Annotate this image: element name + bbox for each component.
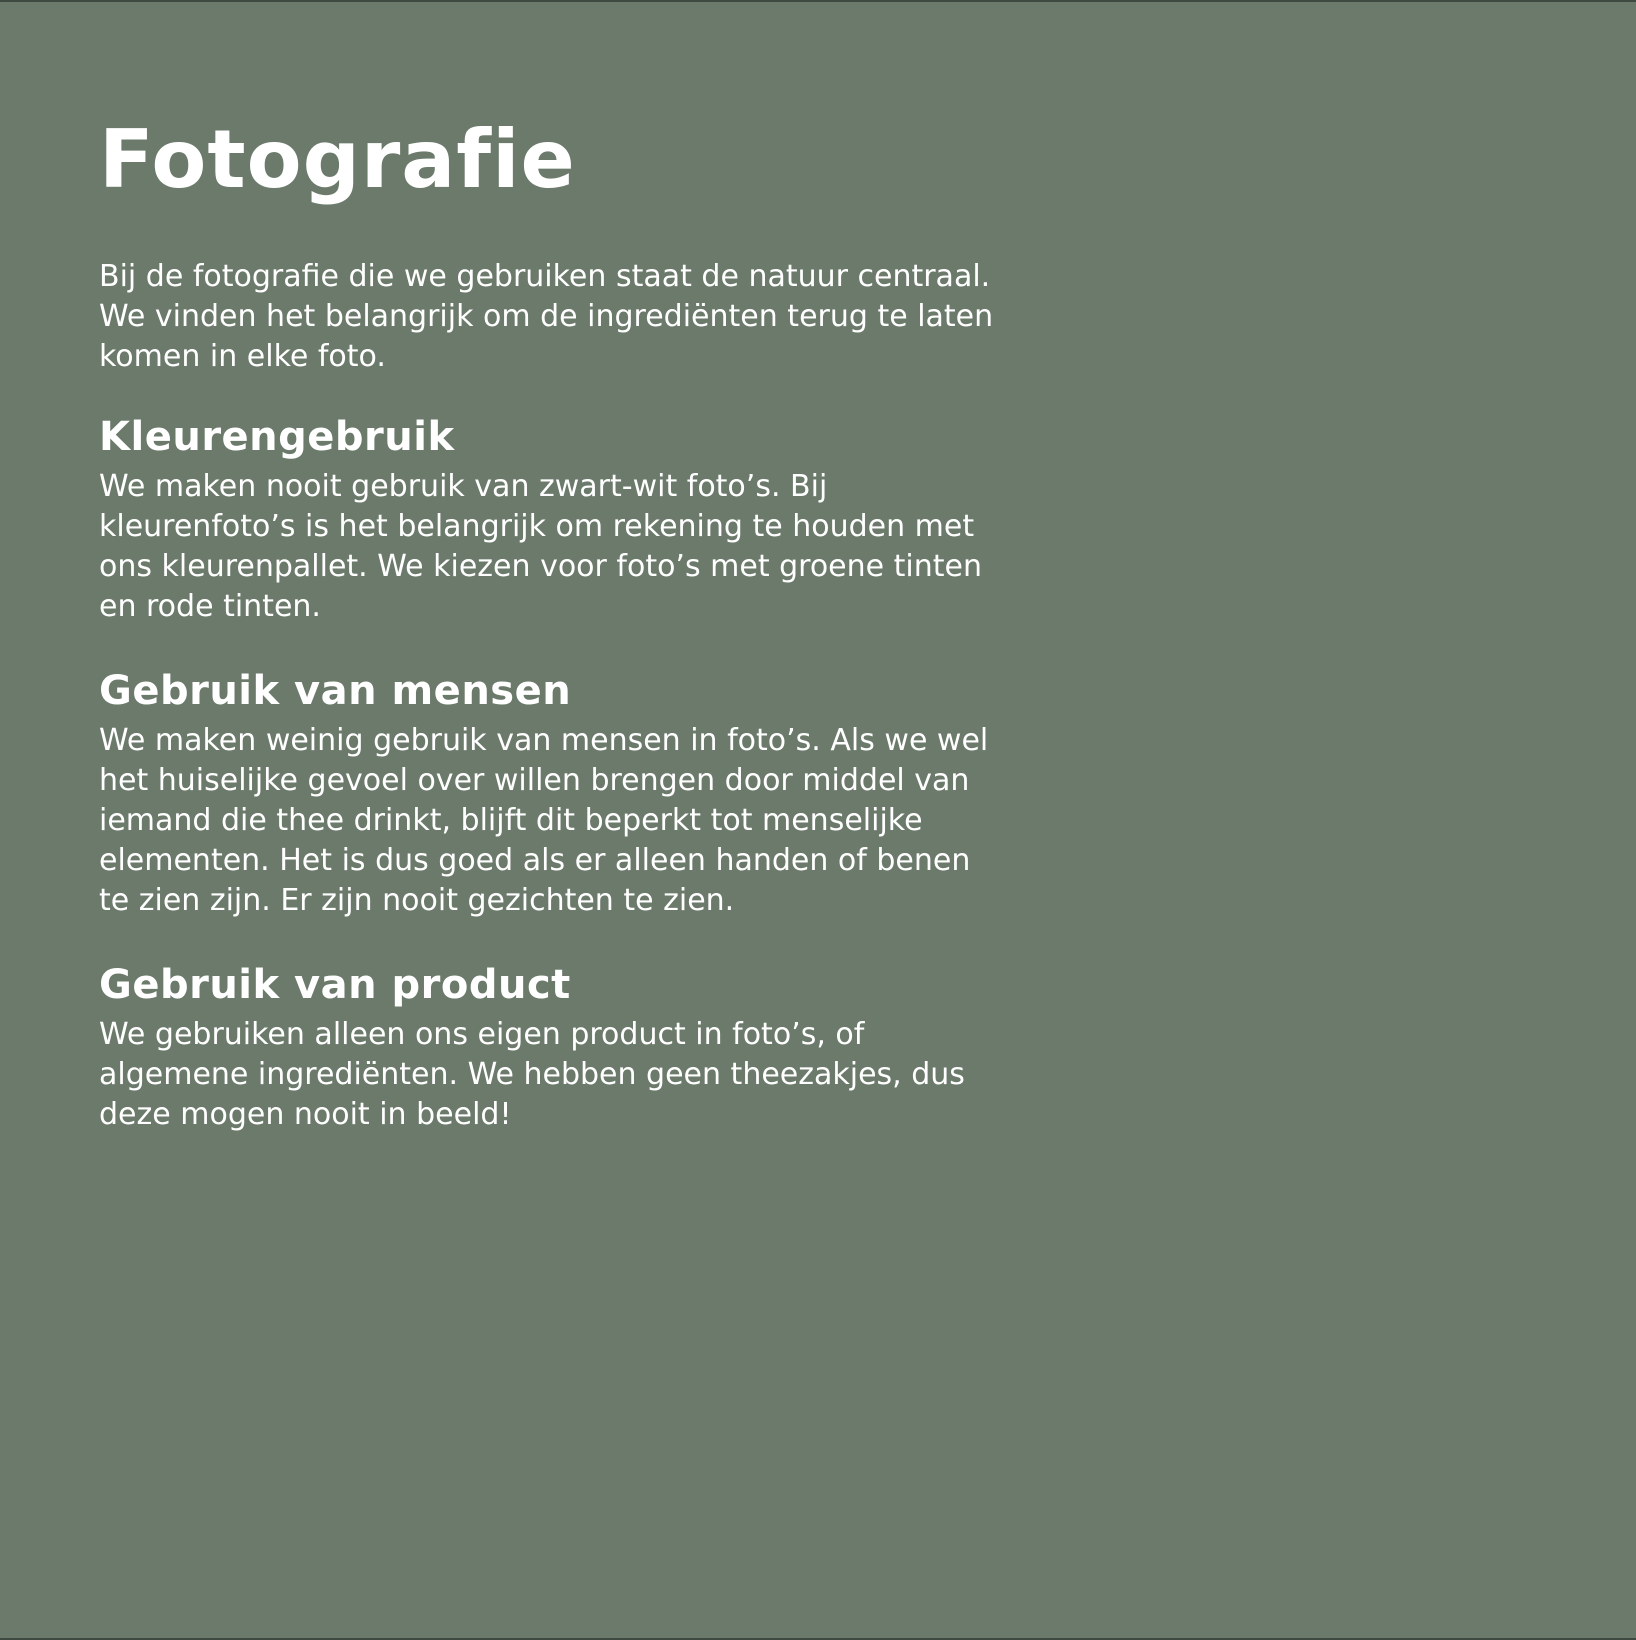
section-heading: Gebruik van product [99, 962, 571, 1008]
section-paragraph: We maken nooit gebruik van zwart-wit foto’s. Bij kleurenfoto’s is het belangrijk om rekening te houden met ons kleurenpallet. We kiezen voor foto’s met groene tinten en rode tinten. [99, 469, 982, 624]
page-title: Fotografie [99, 113, 576, 206]
section-gebruik-van-mensen [99, 665, 1059, 921]
section-paragraph: We gebruiken alleen ons eigen product in foto’s, of algemene ingrediënten. We hebben geen theezakjes, dus deze mogen nooit in beeld! [99, 1017, 965, 1132]
intro-paragraph: Bij de fotografie die we gebruiken staat de natuur centraal. We vinden het belangrijk om de ingrediënten terug te laten komen in elke foto. [99, 259, 994, 374]
section-kleurengebruik [99, 411, 1059, 627]
section-heading: Kleurengebruik [99, 414, 455, 460]
section-paragraph: We maken weinig gebruik van mensen in foto’s. Als we wel het huiselijke gevoel over willen brengen door middel van iemand die thee drinkt, blijft dit beperkt tot menselijke elementen. Het is dus goed als er alleen handen of benen te zien zijn. Er zijn nooit gezichten te zien. [99, 723, 989, 918]
section-heading: Gebruik van mensen [99, 668, 572, 714]
section-gebruik-van-product [99, 959, 1059, 1135]
page-content [99, 110, 1059, 1135]
